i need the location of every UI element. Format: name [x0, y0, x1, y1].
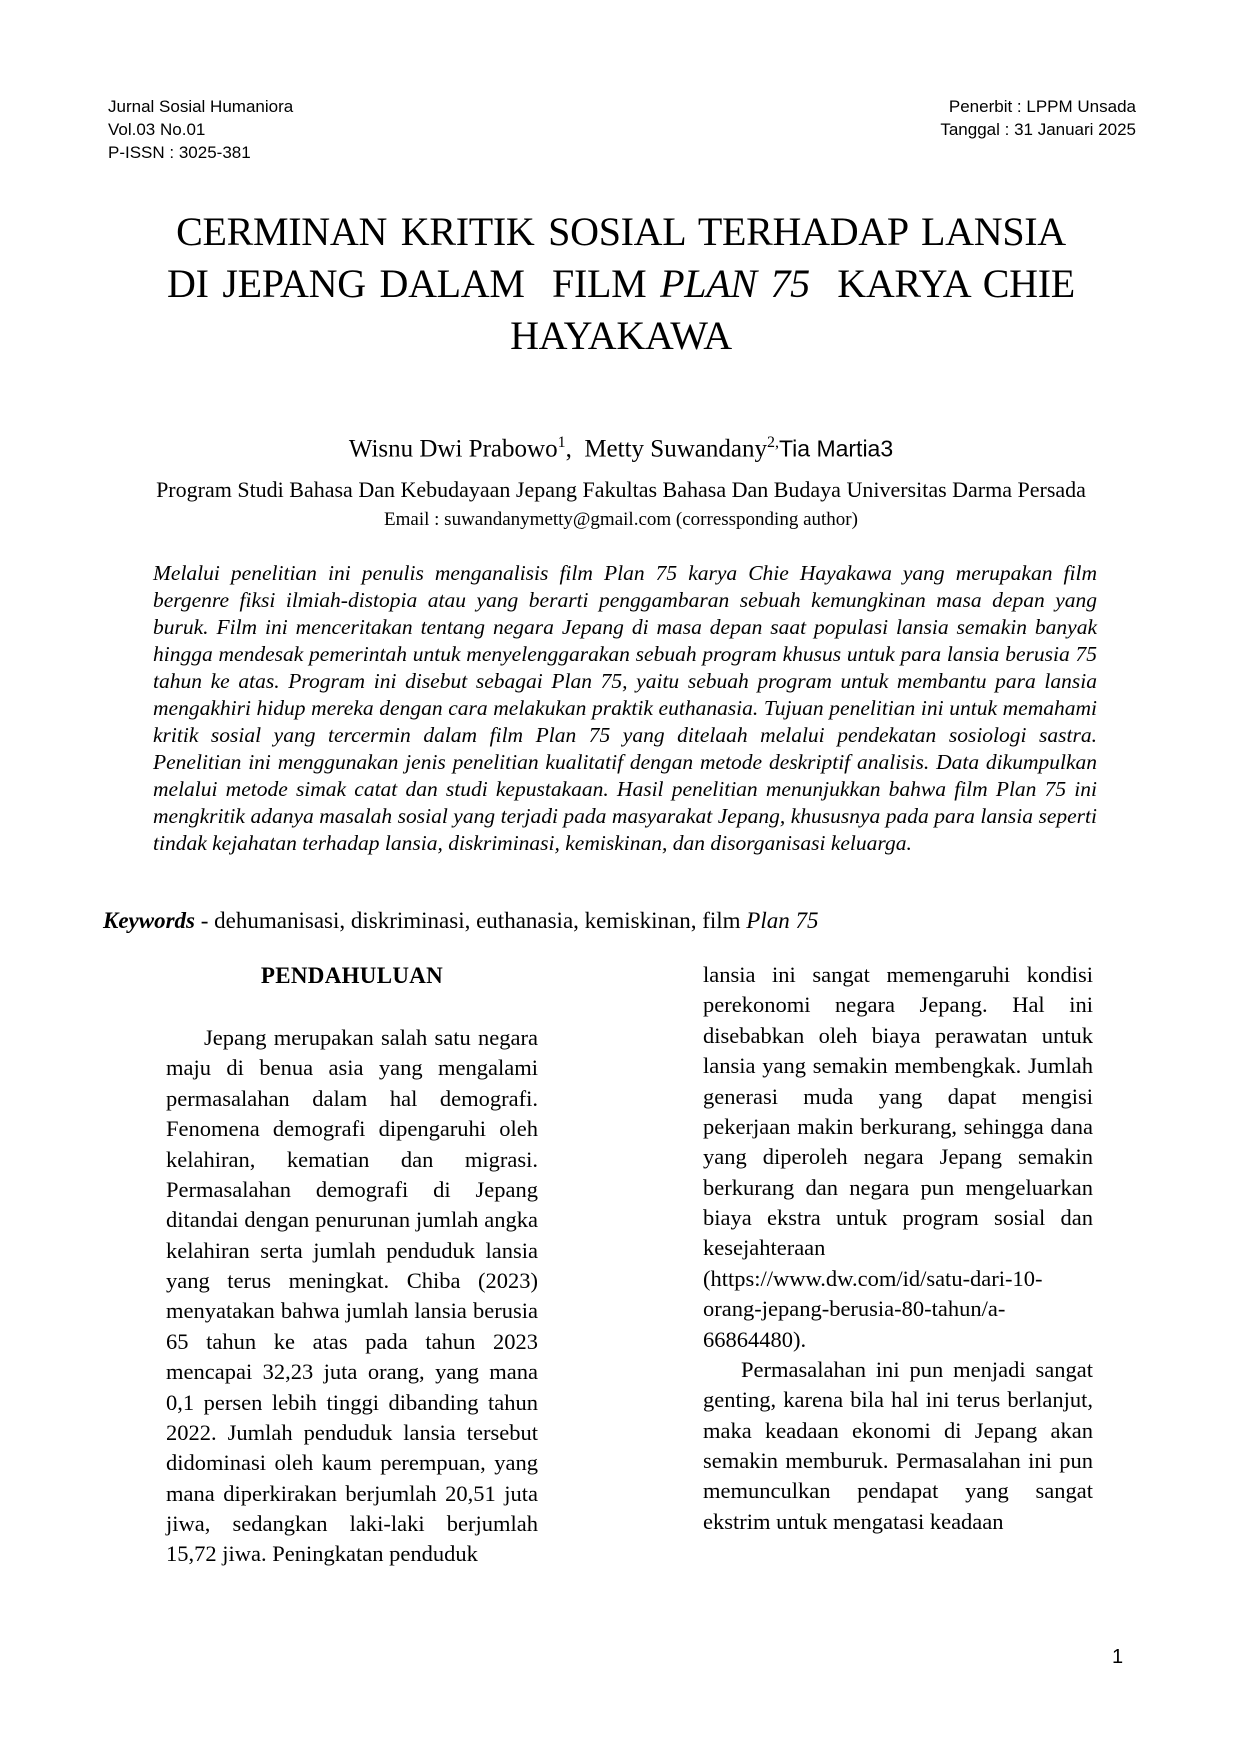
journal-name: Jurnal Sosial Humaniora — [108, 97, 294, 116]
keywords-film-title: Plan 75 — [746, 908, 819, 933]
corresponding-email: Email : suwandanymetty@gmail.com (corressponding author) — [384, 509, 858, 530]
journal-volume: Vol.03 No.01 — [108, 119, 206, 139]
author-line: Wisnu Dwi Prabowo$^1$, Metty Suwandany$^{2,}$Tia Martia3 — [348, 434, 894, 463]
keywords-label: Keywords — [103, 908, 195, 933]
author-2: Metty Suwandany — [584, 435, 767, 463]
section-heading-pendahuluan: PENDAHULUAN — [260, 963, 444, 988]
keywords-line — [103, 908, 1102, 934]
intro-paragraph-right-2: Permasalahan ini pun menjadi sangat genting, karena bila hal ini terus berlanjut, maka keadaan ekonomi di Jepang akan semakin memburuk. Permasalahan ini pun memunculkan pendapat yang sangat ekstrim untuk mengatasi keadaan — [703, 1356, 1093, 1534]
affiliation: Program Studi Bahasa Dan Kebudayaan Jepang Fakultas Bahasa Dan Budaya Universitas Darma Persada — [156, 477, 1086, 502]
paper-title-line2: DI JEPANG DALAM FILM PLAN 75 KARYA CHIE — [167, 261, 1075, 306]
right-column — [703, 960, 1093, 1570]
author-1: Wisnu Dwi Prabowo — [348, 435, 558, 463]
body-columns — [166, 960, 1093, 1570]
header-right-block — [940, 96, 1136, 165]
keywords-list: dehumanisasi, diskriminasi, euthanasia, kemiskinan, film — [214, 908, 747, 933]
abstract-text: Melalui penelitian ini penulis menganalisis film Plan 75 karya Chie Hayakawa yang merupakan film bergenre fiksi ilmiah-distopia atau yang berarti penggambaran sebuah kemungkinan masa depan yang buruk. Film ini menceritakan tentang negara Jepang di masa depan saat populasi lansia semakin banyak hingga mendesak pemerintah untuk menyelenggarakan sebuah program khusus untuk para lansia berusia 75 tahun ke atas. Program ini disebut sebagai Plan 75, yaitu sebuah program untuk membantu para lansia mengakhiri hidup mereka dengan cara melakukan praktik euthanasia. Tujuan penelitian ini untuk memahami kritik sosial yang tercermin dalam film Plan 75 yang ditelaah melalui pendekatan sosiologi sastra. Penelitian ini menggunakan jenis penelitian kualitatif dengan metode deskriptif analisis. Data dikumpulkan melalui metode simak catat dan studi kepustakaan. Hasil penelitian menunjukkan bahwa film Plan 75 ini mengkritik adanya masalah sosial yang terjadi pada masyarakat Jepang, khususnya pada para lansia seperti tindak kejahatan terhadap lansia, diskriminasi, kemiskinan, dan disorganisasi keluarga. — [153, 561, 1097, 855]
journal-publisher: Penerbit : LPPM Unsada — [948, 97, 1136, 116]
page-number: 1 — [1112, 1646, 1124, 1668]
journal-date: Tanggal : 31 Januari 2025 — [940, 119, 1136, 139]
left-column — [166, 960, 538, 1570]
paper-title-line1: CERMINAN KRITIK SOSIAL TERHADAP LANSIA — [176, 209, 1066, 254]
source-url-text: (https://www.dw.com/id/satu-dari-10-orang-jepang-berusia-80-tahun/a-66864480). — [703, 1265, 1043, 1352]
keywords-separator: - — [195, 908, 215, 933]
header-left-block — [108, 96, 293, 165]
author-1-superscript: 1 — [557, 434, 566, 451]
author-3: Tia Martia3 — [778, 435, 894, 462]
paper-title-line3: HAYAKAWA — [510, 313, 732, 358]
page-header — [108, 96, 1136, 165]
journal-issn: P-ISSN : 3025-381 — [108, 142, 251, 162]
intro-paragraph-left: Jepang merupakan salah satu negara maju di benua asia yang mengalami permasalahan dalam hal demografi. Fenomena demografi dipengaruhi oleh kelahiran, kematian dan migrasi. Permasalahan demografi di Jepang ditandai dengan penurunan jumlah angka kelahiran serta jumlah penduduk lansia yang terus meningkat. Chiba (2023) menyatakan bahwa jumlah lansia berusia 65 tahun ke atas pada tahun 2023 mencapai 32,23 juta orang, yang mana 0,1 persen lebih tinggi dibanding tahun 2022. Jumlah penduduk lansia tersebut didominasi oleh kaum perempuan, yang mana diperkirakan berjumlah 20,51 juta jiwa, sedangkan laki-laki berjumlah 15,72 jiwa. Peningkatan penduduk — [166, 1025, 538, 1567]
film-title-italic: PLAN 75 — [660, 261, 810, 306]
author-2-superscript: 2, — [766, 434, 779, 451]
paper-title — [140, 206, 1102, 362]
intro-paragraph-right-continuation: lansia ini sangat memengaruhi kondisi perekonomi negara Jepang. Hal ini disebabkan oleh biaya perawatan untuk lansia yang semakin membengkak. Jumlah generasi muda yang dapat mengisi pekerjaan makin berkurang, sehingga dana yang diperoleh negara Jepang semakin berkurang dan negara pun mengeluarkan biaya ekstra untuk program sosial dan kesejahteraan (https://www.dw.com/id/satu-dari-10-orang-jepang-berusia-80-tahun/a-66864480). — [703, 962, 1093, 1352]
